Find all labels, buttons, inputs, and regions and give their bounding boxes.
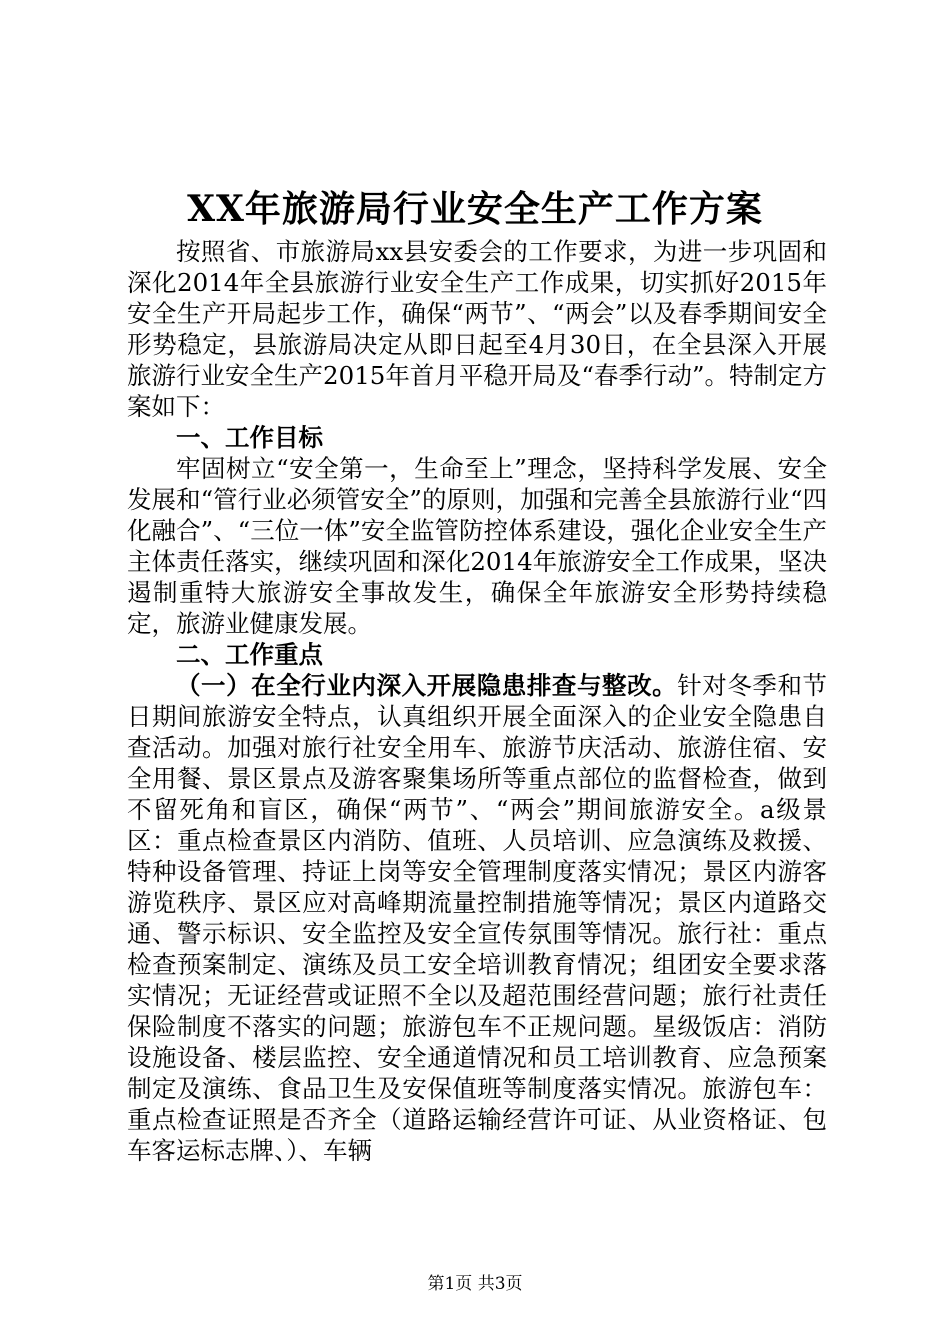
section-heading-goals: 一、工作目标	[176, 423, 323, 452]
document-title: XX年旅游局行业安全生产工作方案	[187, 188, 763, 230]
subsection-body-hazard-check: 针对冬季和节日期间旅游安全特点，认真组织开展全面深入的企业安全隐患自查活动。加强对旅行社安全用车、旅游节庆活动、旅游住宿、安全用餐、景区景点及游客聚集场所等重点部位的监督检查，做到不留死角和盲区，确保“两节”、“两会”期间旅游安全。a级景区：重点检查景区内消防、值班、人员培训、应急演练及救援、特种设备管理、持证上岗等安全管理制度落实情况；景区内游客游览秩序、景区应对高峰期流量控制措施等情况；景区内道路交通、警示标识、安全监控及安全宣传氛围等情况。旅行社：重点检查预案制定、演练及员工安全培训教育情况；组团安全要求落实情况；无证经营或证照不全以及超范围经营问题；旅行社责任保险制度不落实的问题；旅游包车不正规问题。星级饭店：消防设施设备、楼层监控、安全通道情况和员工培训教育、应急预案制定及演练、食品卫生及安保值班等制度落实情况。旅游包车：重点检查证照是否齐全（道路运输经营许可证、从业资格证、包车客运标志牌、）、车辆	[127, 671, 828, 1165]
subsection-heading-hazard-check: （一）在全行业内深入开展隐患排查与整改。	[176, 671, 678, 700]
section-body-focus	[127, 670, 827, 1166]
document-body	[127, 236, 827, 1166]
intro-paragraph: 按照省、市旅游局xx县安委会的工作要求，为进一步巩固和深化2014年全县旅游行业安全生产工作成果，切实抓好2015年安全生产开局起步工作，确保“两节”、“两会”以及春季期间安全形势稳定，县旅游局决定从即日起至4月30日，在全县深入开展旅游行业安全生产2015年首月平稳开局及“春季行动”。特制定方案如下：	[127, 237, 827, 421]
section-body-goals: 牢固树立“安全第一，生命至上”理念，坚持科学发展、安全发展和“管行业必须管安全”的原则，加强和完善全县旅游行业“四化融合”、“三位一体”安全监管防控体系建设，强化企业安全生产主体责任落实，继续巩固和深化2014年旅游安全工作成果，坚决遏制重特大旅游安全事故发生，确保全年旅游安全形势持续稳定，旅游业健康发展。	[127, 454, 827, 638]
page-footer: 第1页 共3页	[427, 1274, 523, 1294]
section-heading-focus: 二、工作重点	[176, 640, 323, 669]
